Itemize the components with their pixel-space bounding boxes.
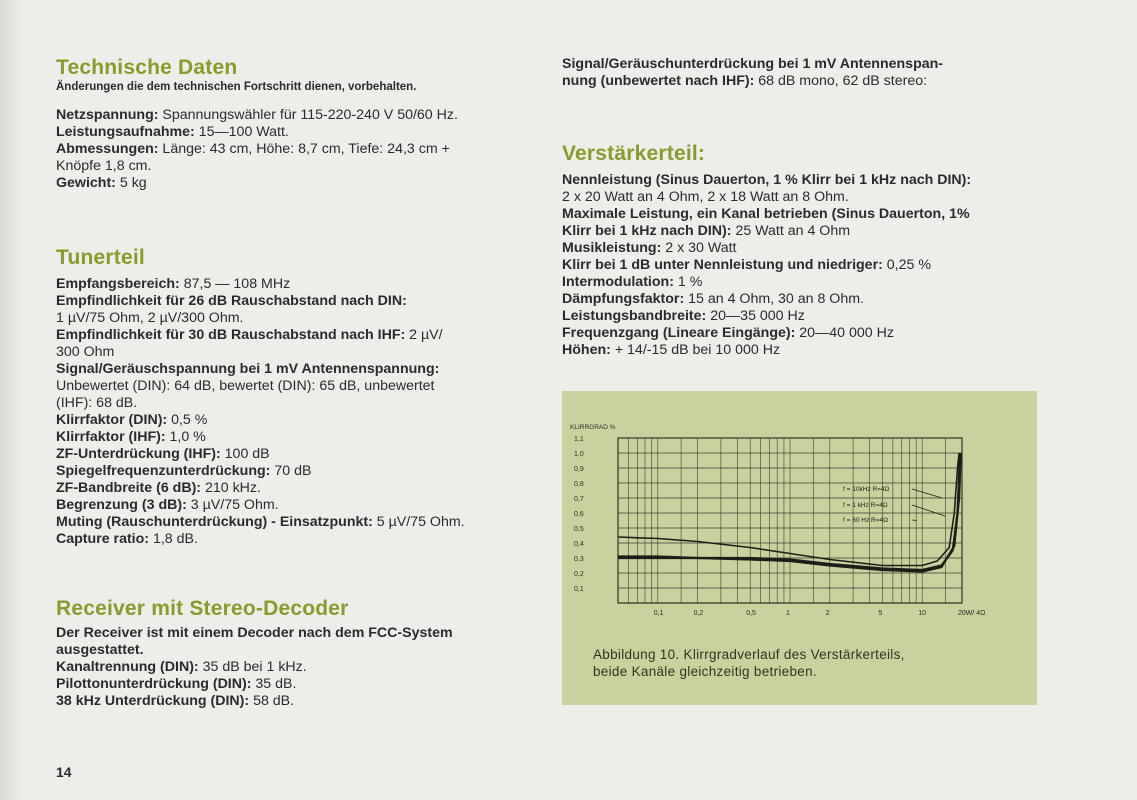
spec-value: 87,5 — 108 MHz — [179, 276, 291, 292]
x-tick-label: 10 — [918, 610, 926, 617]
y-tick-label: 1,0 — [574, 451, 584, 458]
spec-value: 25 Watt an 4 Ohm — [731, 223, 851, 239]
spec-label: Musikleistung: — [562, 240, 662, 256]
legend-leader — [912, 520, 917, 521]
spec-line — [562, 308, 1032, 325]
spec-line — [56, 625, 526, 642]
spec-line — [56, 276, 526, 293]
section-title: Receiver mit Stereo-Decoder — [56, 597, 349, 620]
spec-line — [562, 240, 1032, 257]
section-title: Technische Daten — [56, 56, 238, 79]
spec-line — [56, 361, 526, 378]
y-tick-label: 0,9 — [574, 466, 584, 473]
spec-value: Knöpfe 1,8 cm. — [56, 158, 152, 174]
spec-value: 2 µV/ — [405, 327, 443, 343]
spec-label: Empfindlichkeit für 30 dB Rauschabstand nach IHF: — [56, 327, 406, 343]
spec-value: 70 dB — [270, 463, 312, 479]
spec-label: ZF-Bandbreite (6 dB): — [56, 480, 202, 496]
spec-value: 1,8 dB. — [149, 531, 198, 547]
y-tick-label: 0,8 — [574, 481, 584, 488]
spec-value: 1,0 % — [165, 429, 206, 445]
x-tick-label: 5 — [878, 610, 883, 617]
spec-value: 210 kHz. — [201, 480, 261, 496]
spec-line — [56, 463, 526, 480]
distortion-chart — [562, 391, 1037, 641]
spec-line — [56, 446, 526, 463]
spec-line — [562, 274, 1032, 291]
spec-list — [562, 172, 1032, 359]
spec-line — [56, 693, 526, 710]
x-tick-label: 0,5 — [746, 610, 756, 617]
spec-line — [562, 257, 1032, 274]
spec-label: ZF-Unterdrückung (IHF): — [56, 446, 221, 462]
spec-value: 5 kg — [115, 175, 147, 191]
y-tick-label: 0,4 — [574, 541, 584, 548]
legend-label: f = 1 kHz R=4Ω — [843, 502, 888, 509]
spec-value: 2 x 30 Watt — [661, 240, 737, 256]
spec-value: 68 dB mono, 62 dB stereo: — [754, 73, 928, 89]
spec-value: 20—35 000 Hz — [706, 308, 805, 324]
spec-label: Klirr bei 1 dB unter Nennleistung und niedriger: — [562, 257, 883, 273]
spec-label: Leistungsaufnahme: — [56, 124, 195, 140]
spec-label: Klirrfaktor (DIN): — [56, 412, 168, 428]
spec-label: nung (unbewertet nach IHF): — [562, 73, 755, 89]
spec-line — [56, 514, 526, 531]
spec-line — [56, 310, 526, 327]
spec-value: 100 dB — [220, 446, 270, 462]
spec-list — [562, 56, 1032, 90]
spec-value: + 14/-15 dB bei 10 000 Hz — [610, 342, 781, 358]
spec-line — [56, 344, 526, 361]
spec-value: 35 dB bei 1 kHz. — [198, 659, 307, 675]
spec-line — [56, 531, 526, 548]
spec-label: Kanaltrennung (DIN): — [56, 659, 199, 675]
spec-label: Klirr bei 1 kHz nach DIN): — [562, 223, 732, 239]
spec-label: Nennleistung (Sinus Dauerton, 1 % Klirr bei 1 kHz nach DIN): — [562, 172, 972, 188]
spec-line — [562, 206, 1032, 223]
spec-line — [56, 378, 526, 395]
spec-value: 35 dB. — [251, 676, 297, 692]
spec-value: 1 µV/75 Ohm, 2 µV/300 Ohm. — [56, 310, 244, 326]
spec-line — [562, 189, 1032, 206]
spec-label: Empfangsbereich: — [56, 276, 180, 292]
spec-line — [56, 429, 526, 446]
y-tick-label: 0,1 — [574, 586, 584, 593]
x-tick-label: 20W/ 4Ω — [958, 610, 986, 617]
page-number: 14 — [56, 764, 72, 780]
spec-label: Muting (Rauschunterdrückung) - Einsatzpunkt: — [56, 514, 373, 530]
spec-label: Frequenzgang (Lineare Eingänge): — [562, 325, 796, 341]
spec-line — [56, 497, 526, 514]
caption-line: beide Kanäle gleichzeitig betrieben. — [593, 664, 817, 679]
page-spine-shadow — [0, 0, 22, 800]
spec-value: 0,25 % — [882, 257, 931, 273]
spec-value: 300 Ohm — [56, 344, 115, 360]
spec-label: Höhen: — [562, 342, 611, 358]
spec-line — [56, 327, 526, 344]
verstaerkerteil-section — [562, 142, 1032, 359]
spec-line — [56, 107, 526, 124]
spec-label: Dämpfungsfaktor: — [562, 291, 685, 307]
spec-value: (IHF): 68 dB. — [56, 395, 138, 411]
spec-line — [562, 172, 1032, 189]
series-line — [618, 453, 960, 570]
signal-section — [562, 56, 1032, 90]
spec-label: Pilottonunterdrückung (DIN): — [56, 676, 252, 692]
spec-value: 15 an 4 Ohm, 30 an 8 Ohm. — [684, 291, 864, 307]
spec-line — [562, 342, 1032, 359]
spec-line — [56, 412, 526, 429]
spec-line — [56, 659, 526, 676]
spec-label: Intermodulation: — [562, 274, 674, 290]
spec-line — [562, 223, 1032, 240]
y-axis-label: KLIRRGRAD % — [570, 424, 616, 431]
legend-label: f = 60 Hz R=4Ω — [843, 517, 888, 524]
technische-daten-section — [56, 56, 526, 192]
spec-label: Spiegelfrequenzunterdrückung: — [56, 463, 271, 479]
section-title: Tunerteil — [56, 246, 145, 269]
spec-list — [56, 276, 526, 548]
y-tick-label: 0,2 — [574, 571, 584, 578]
spec-list — [56, 625, 526, 710]
spec-label: Der Receiver ist mit einem Decoder nach dem FCC-System — [56, 625, 453, 641]
spec-label: Signal/Geräuschspannung bei 1 mV Antennenspannung: — [56, 361, 440, 377]
section-subtitle: Änderungen die dem technischen Fortschritt dienen, vorbehalten. — [56, 81, 417, 93]
spec-value: 1 % — [673, 274, 703, 290]
spec-line — [56, 158, 526, 175]
spec-value: 0,5 % — [167, 412, 208, 428]
spec-label: Klirrfaktor (IHF): — [56, 429, 166, 445]
spec-value: 5 µV/75 Ohm. — [372, 514, 465, 530]
spec-line — [56, 293, 526, 310]
spec-line — [562, 325, 1032, 342]
spec-label: Gewicht: — [56, 175, 116, 191]
section-title: Verstärkerteil: — [562, 142, 706, 165]
spec-line — [56, 124, 526, 141]
spec-line — [562, 73, 1032, 90]
spec-line — [56, 395, 526, 412]
spec-label: Begrenzung (3 dB): — [56, 497, 187, 513]
spec-value: 15—100 Watt. — [194, 124, 289, 140]
spec-label: Capture ratio: — [56, 531, 150, 547]
spec-value: 20—40 000 Hz — [795, 325, 894, 341]
spec-value: 2 x 20 Watt an 4 Ohm, 2 x 18 Watt an 8 Ohm. — [562, 189, 849, 205]
x-tick-label: 2 — [825, 610, 830, 617]
spec-line — [56, 676, 526, 693]
y-tick-label: 1,1 — [574, 436, 584, 443]
series-line — [618, 453, 959, 566]
receiver-section — [56, 597, 526, 710]
spec-value: 58 dB. — [249, 693, 295, 709]
figure-caption — [593, 646, 1033, 680]
spec-value: Unbewertet (DIN): 64 dB, bewertet (DIN): 65 dB, unbewertet — [56, 378, 435, 394]
legend-leader — [912, 505, 945, 516]
y-tick-label: 0,5 — [574, 526, 584, 533]
tunerteil-section — [56, 246, 526, 548]
distortion-chart-figure — [562, 391, 1037, 705]
spec-label: Empfindlichkeit für 26 dB Rauschabstand nach DIN: — [56, 293, 407, 309]
spec-line — [56, 175, 526, 192]
spec-value: Länge: 43 cm, Höhe: 8,7 cm, Tiefe: 24,3 cm + — [158, 141, 450, 157]
x-tick-label: 0,1 — [653, 610, 664, 617]
spec-value: 3 µV/75 Ohm. — [186, 497, 279, 513]
caption-line: Abbildung 10. Klirrgradverlauf des Verstärkerteils, — [593, 647, 905, 662]
spec-label: Maximale Leistung, ein Kanal betrieben (Sinus Dauerton, 1% — [562, 206, 970, 222]
x-tick-label: 0,2 — [693, 610, 704, 617]
spec-label: Netzspannung: — [56, 107, 159, 123]
legend-leader — [912, 489, 942, 498]
spec-label: Leistungsbandbreite: — [562, 308, 707, 324]
y-tick-label: 0,3 — [574, 556, 584, 563]
y-tick-label: 0,7 — [574, 496, 584, 503]
spec-label: Signal/Geräuschunterdrückung bei 1 mV Antennenspan- — [562, 56, 944, 72]
spec-line — [56, 642, 526, 659]
spec-label: ausgestattet. — [56, 642, 144, 658]
spec-line — [562, 56, 1032, 73]
spec-label: Abmessungen: — [56, 141, 159, 157]
spec-line — [56, 141, 526, 158]
spec-line — [562, 291, 1032, 308]
y-tick-label: 0,6 — [574, 511, 584, 518]
spec-label: 38 kHz Unterdrückung (DIN): — [56, 693, 250, 709]
spec-line — [56, 480, 526, 497]
x-tick-label: 1 — [786, 610, 790, 617]
spec-value: Spannungswähler für 115-220-240 V 50/60 Hz. — [158, 107, 458, 123]
legend-label: f = 10kHz R=4Ω — [843, 486, 890, 493]
spec-list — [56, 107, 526, 192]
